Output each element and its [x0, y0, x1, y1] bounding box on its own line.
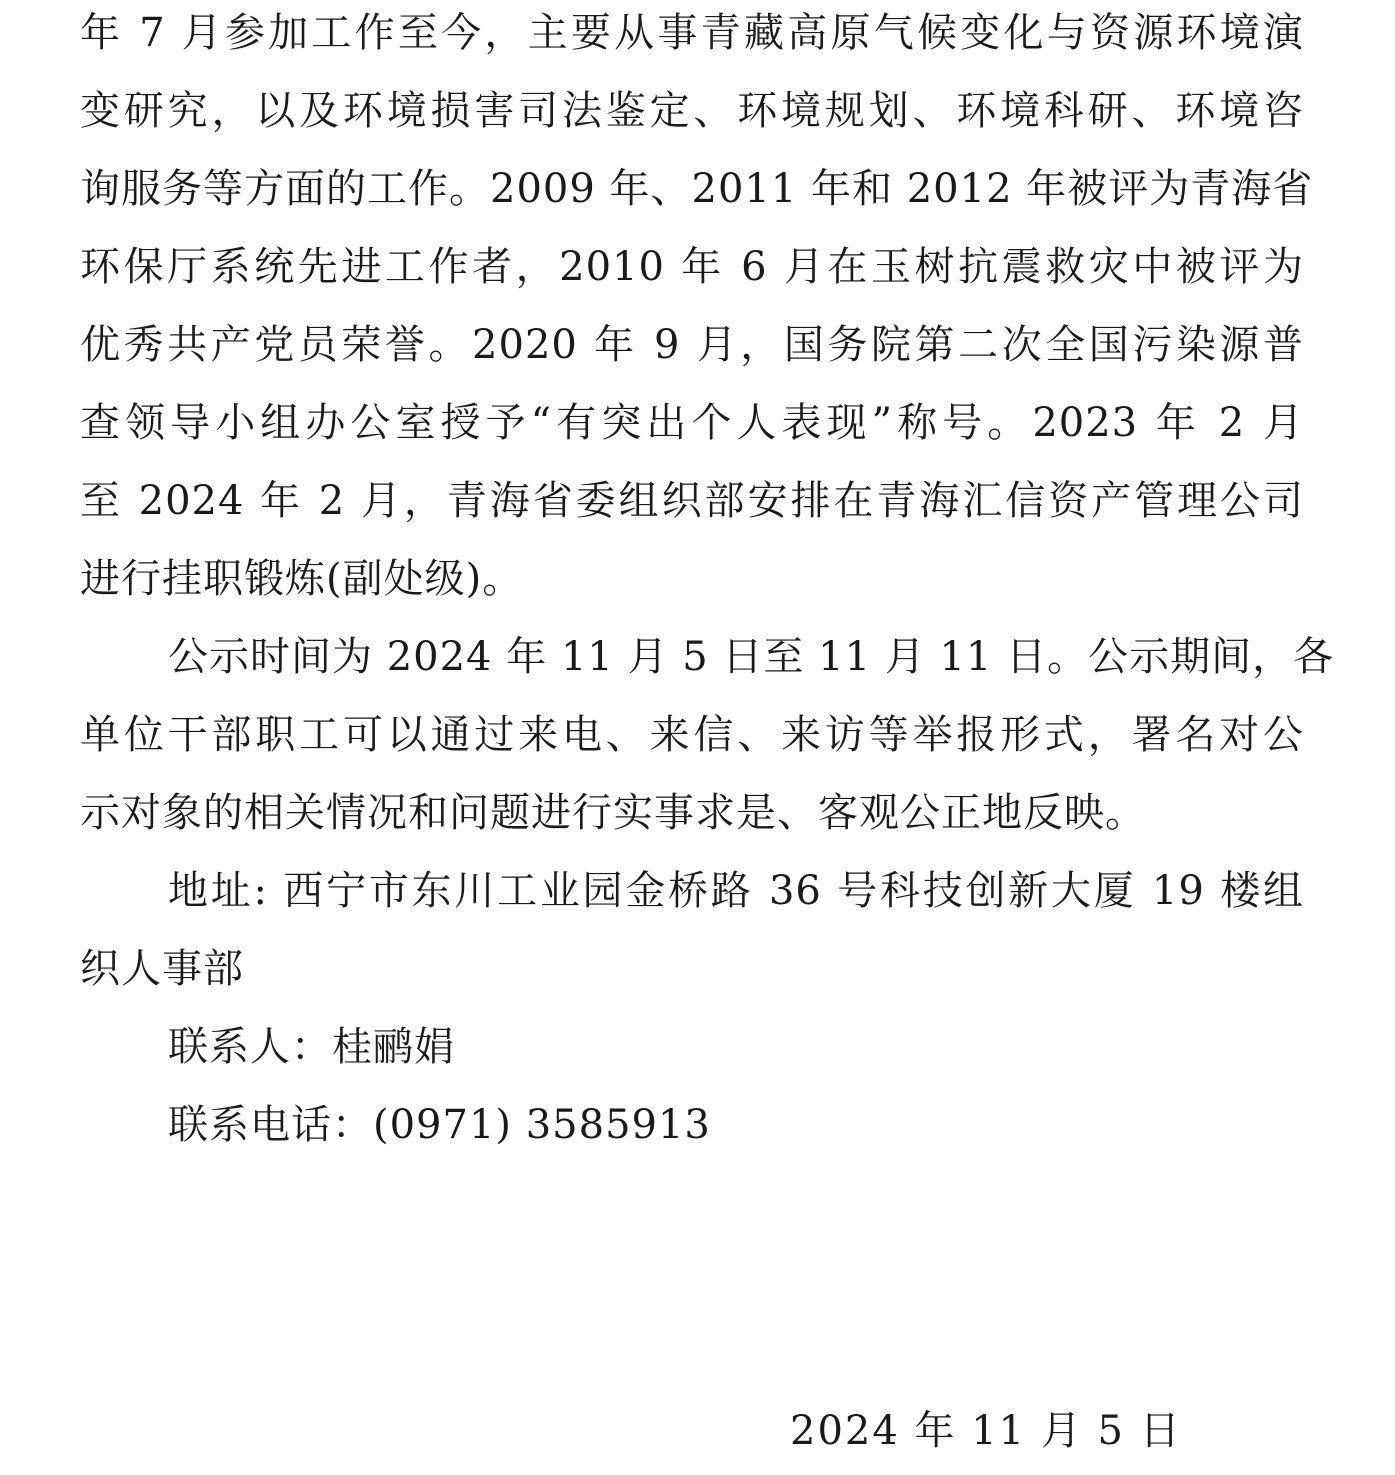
paragraph-contact-phone: [80, 1086, 1304, 1164]
text-line: 单位干部职工可以通过来电、来信、来访等举报形式，署名对公: [80, 712, 1304, 758]
paragraph-notice-period: [80, 618, 1335, 852]
paragraph-address: [80, 852, 1304, 1008]
text-line: 织人事部: [80, 946, 244, 992]
text-line: 变研究，以及环境损害司法鉴定、环境规划、环境科研、环境咨: [80, 88, 1304, 134]
paragraph-contact-person: [80, 1008, 1304, 1086]
text-line: 联系电话：(0971) 3585913: [168, 1102, 711, 1148]
text-line: 示对象的相关情况和问题进行实事求是、客观公正地反映。: [80, 790, 1146, 836]
text-line: 至 2024 年 2 月，青海省委组织部安排在青海汇信资产管理公司: [80, 478, 1304, 524]
text-line: 地址: 西宁市东川工业园金桥路 36 号科技创新大厦 19 楼组: [168, 868, 1304, 914]
text-line: 优秀共产党员荣誉。2020 年 9 月，国务院第二次全国污染源普: [80, 322, 1304, 368]
text-line: 查领导小组办公室授予“有突出个人表现”称号。2023 年 2 月: [80, 400, 1304, 446]
text-line: 环保厅系统先进工作者，2010 年 6 月在玉树抗震救灾中被评为: [80, 244, 1304, 290]
paragraph-bio: [80, 0, 1314, 618]
text-line: 询服务等方面的工作。2009 年、2011 年和 2012 年被评为青海省: [80, 166, 1314, 212]
document-body: [80, 0, 1335, 1164]
text-line: 年 7 月参加工作至今，主要从事青藏高原气候变化与资源环境演: [80, 10, 1304, 56]
text-line: 公示时间为 2024 年 11 月 5 日至 11 月 11 日。公示期间，各: [168, 634, 1335, 680]
text-line: 进行挂职锻炼(副处级)。: [80, 556, 524, 602]
document-date: 2024 年 11 月 5 日: [790, 1408, 1182, 1454]
text-line: 联系人：桂鹂娟: [168, 1024, 455, 1070]
